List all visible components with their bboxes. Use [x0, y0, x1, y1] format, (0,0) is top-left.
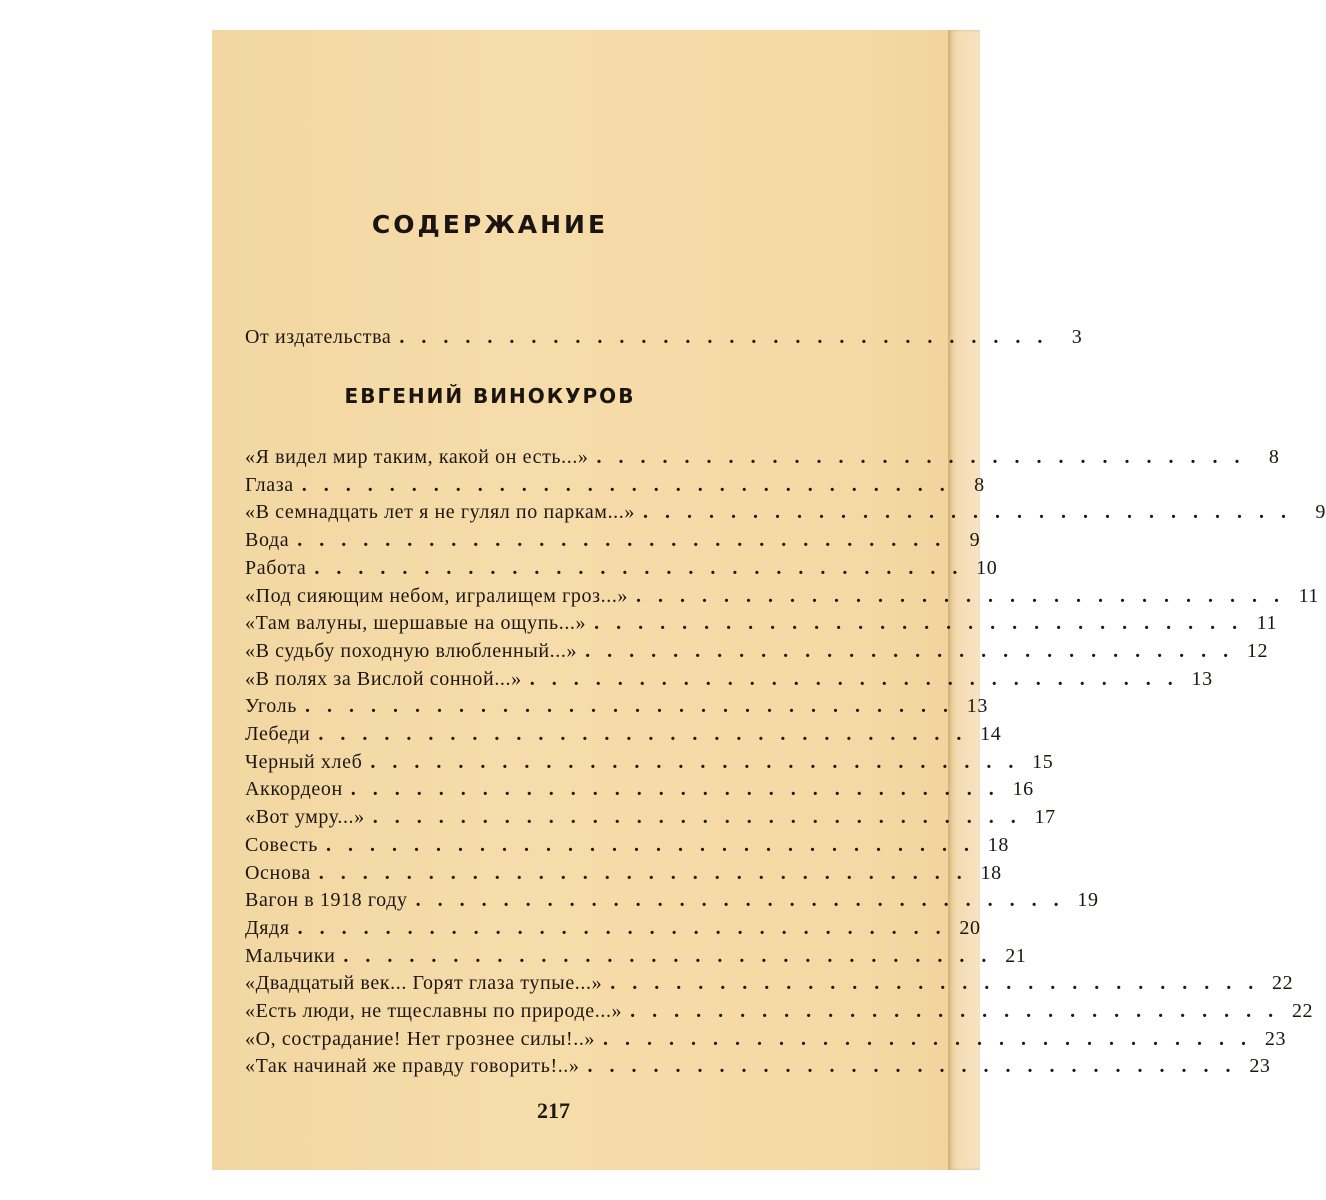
toc-entry-page: 18	[987, 833, 1009, 856]
toc-entry-title: «Вот умру...»	[245, 806, 365, 829]
toc-entry-title: Дядя	[245, 916, 290, 939]
toc-entry	[245, 833, 1009, 860]
toc-entry-page: 19	[1077, 889, 1099, 912]
toc-entry	[245, 806, 1056, 832]
toc-entry	[245, 750, 1054, 777]
dot-leader: . . . . . . . . . . . . . . . . . . . . . . . . . . . . . .	[415, 889, 1065, 912]
toc-entry-title: «Там валуны, шершавые на ощупь...»	[245, 612, 587, 635]
toc-entry	[245, 916, 981, 943]
toc-entry	[245, 1000, 1314, 1026]
toc-entry-title: «О, сострадание! Нет грознее силы!..»	[245, 1027, 596, 1050]
toc-entry-page: 3	[1071, 326, 1083, 348]
toc-entry-title: От издательства	[245, 326, 392, 348]
dot-leader: . . . . . . . . . . . . . . . . . . . . . . . . . . . . . .	[304, 695, 954, 718]
toc-entry	[245, 889, 1099, 915]
dot-leader: . . . . . . . . . . . . . . . . . . . . . . . . . . . . . .	[585, 639, 1235, 662]
toc-entry-page: 8	[1268, 446, 1280, 468]
toc-entry-page: 13	[966, 695, 988, 718]
toc-entry-title: Глаза	[245, 473, 294, 496]
toc-entry-page: 11	[1298, 584, 1320, 607]
toc-entry-page: 20	[959, 916, 981, 939]
dot-leader: . . . . . . . . . . . . . . . . . . . . . . . . . . . . . .	[587, 1055, 1237, 1078]
toc-entry-page: 21	[1005, 944, 1027, 967]
toc-entry-title: «В семнадцать лет я не гулял по паркам...»	[245, 501, 635, 524]
toc-entry	[245, 529, 981, 555]
toc-entry-intro	[245, 326, 1083, 352]
toc-entry	[245, 778, 1034, 804]
toc-entry-title: Лебеди	[245, 723, 311, 745]
page-number: 217	[537, 1098, 570, 1123]
dot-leader: . . . . . . . . . . . . . . . . . . . . . . . . . . . . . .	[350, 778, 1000, 801]
toc-entry-title: «Так начинай же правду говорить!..»	[245, 1055, 580, 1078]
toc-entry-page: 13	[1191, 667, 1213, 690]
toc-entry-title: Основа	[245, 861, 311, 884]
toc-entry-title: «В судьбу походную влюбленный...»	[245, 639, 578, 662]
dot-leader: . . . . . . . . . . . . . . . . . . . . . . . . . . . . . .	[399, 326, 1049, 348]
toc-entry-page: 17	[1034, 806, 1056, 829]
toc-entry-page: 10	[976, 556, 998, 579]
toc-entry-title: Совесть	[245, 833, 318, 856]
toc-entry	[245, 972, 1294, 998]
toc-entry-page: 11	[1256, 612, 1278, 635]
toc-entry-page: 12	[1246, 639, 1269, 662]
toc-entry	[245, 944, 1027, 971]
dot-leader: . . . . . . . . . . . . . . . . . . . . . . . . . . . . . .	[636, 584, 1286, 607]
toc-entry	[245, 639, 1269, 666]
contents-heading: СОДЕРЖАНИЕ	[371, 210, 609, 239]
toc-entry-title: Вагон в 1918 году	[245, 889, 408, 912]
dot-leader: . . . . . . . . . . . . . . . . . . . . . . . . . . . . . .	[314, 556, 964, 579]
toc-entry-page: 8	[974, 473, 985, 496]
toc-entry	[245, 446, 1280, 472]
toc-entry-page: 23	[1264, 1027, 1287, 1050]
dot-leader: . . . . . . . . . . . . . . . . . . . . . . . . . . . . . .	[297, 529, 947, 552]
toc-entry-page: 9	[969, 529, 981, 552]
toc-entry-title: «Я видел мир таким, какой он есть...»	[245, 446, 589, 468]
toc-entry-title: Черный хлеб	[245, 750, 363, 773]
toc-entry-page: 22	[1291, 1000, 1314, 1022]
toc-entry-page: 18	[980, 861, 1002, 884]
toc-entry	[245, 584, 1320, 611]
dot-leader: . . . . . . . . . . . . . . . . . . . . . . . . . . . . . .	[318, 723, 968, 745]
dot-leader: . . . . . . . . . . . . . . . . . . . . . . . . . . . . . .	[603, 1027, 1253, 1050]
dot-leader: . . . . . . . . . . . . . . . . . . . . . . . . . . . . . .	[297, 916, 947, 939]
toc-entry-title: Уголь	[245, 695, 297, 718]
toc-entry-title: Аккордеон	[245, 778, 343, 801]
toc-entry	[245, 501, 1326, 527]
toc-entry-page: 15	[1032, 750, 1054, 773]
toc-entry-page: 14	[980, 723, 1002, 745]
dot-leader: . . . . . . . . . . . . . . . . . . . . . . . . . . . . . .	[529, 667, 1179, 690]
toc-entry	[245, 723, 1002, 749]
dot-leader: . . . . . . . . . . . . . . . . . . . . . . . . . . . . . .	[301, 473, 951, 496]
dot-leader: . . . . . . . . . . . . . . . . . . . . . . . . . . . . . .	[370, 750, 1020, 773]
toc-entry-page: 22	[1272, 972, 1294, 995]
dot-leader: . . . . . . . . . . . . . . . . . . . . . . . . . . . . . .	[596, 446, 1246, 468]
toc-entry	[245, 861, 1002, 888]
toc-entry	[245, 612, 1278, 638]
toc-entry	[245, 1027, 1287, 1054]
dot-leader: . . . . . . . . . . . . . . . . . . . . . . . . . . . . . .	[642, 501, 1292, 524]
toc-entry	[245, 1055, 1271, 1081]
toc-entry-title: Работа	[245, 556, 307, 579]
toc-entry-page: 23	[1249, 1055, 1271, 1078]
toc-entry-title: Вода	[245, 529, 290, 552]
author-heading: ЕВГЕНИЙ ВИНОКУРОВ	[344, 384, 636, 408]
dot-leader: . . . . . . . . . . . . . . . . . . . . . . . . . . . . . .	[343, 944, 993, 967]
toc-entry-title: Мальчики	[245, 944, 336, 967]
toc-entry	[245, 556, 998, 583]
dot-leader: . . . . . . . . . . . . . . . . . . . . . . . . . . . . . .	[372, 806, 1022, 829]
dot-leader: . . . . . . . . . . . . . . . . . . . . . . . . . . . . . .	[318, 861, 968, 884]
toc-entry-title: «Двадцатый век... Горят глаза тупые...»	[245, 972, 603, 995]
toc-entry-title: «Под сияющим небом, игралищем гроз...»	[245, 584, 629, 607]
dot-leader: . . . . . . . . . . . . . . . . . . . . . . . . . . . . . .	[610, 972, 1260, 995]
dot-leader: . . . . . . . . . . . . . . . . . . . . . . . . . . . . . .	[325, 833, 975, 856]
toc-entry	[245, 667, 1213, 694]
toc-entry-title: «Есть люди, не тщеславны по природе...»	[245, 1000, 623, 1022]
toc-entry-page: 9	[1315, 501, 1326, 524]
toc-entry	[245, 473, 985, 500]
toc-entry-title: «В полях за Вислой сонной...»	[245, 667, 522, 690]
dot-leader: . . . . . . . . . . . . . . . . . . . . . . . . . . . . . .	[594, 612, 1244, 635]
toc-entry-page: 16	[1012, 778, 1034, 801]
dot-leader: . . . . . . . . . . . . . . . . . . . . . . . . . . . . . .	[630, 1000, 1280, 1022]
toc-entry	[245, 695, 988, 721]
